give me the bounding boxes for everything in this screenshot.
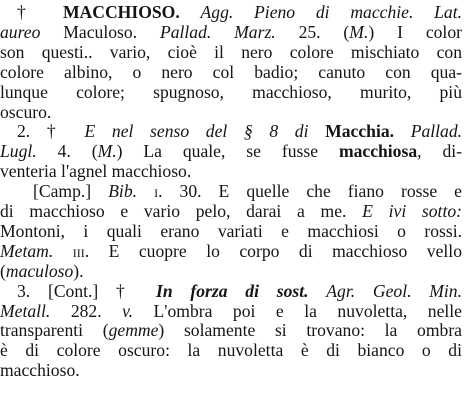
text-segment <box>53 241 72 261</box>
text-segment: [Camp.] <box>33 181 109 202</box>
text-segment: Pallad. Marz. <box>159 21 276 42</box>
text-line <box>0 242 462 262</box>
text-segment: Macchia. <box>325 121 395 142</box>
text-line <box>17 122 462 142</box>
text-line <box>0 262 462 282</box>
text-segment <box>309 121 326 141</box>
text-segment: 4. ( <box>36 141 98 162</box>
text-segment: ) solamente si trovano: la ombra <box>158 320 462 341</box>
text-segment: lunque colore; spugnoso, macchioso, murito, più <box>0 81 462 102</box>
text-line <box>0 83 462 103</box>
text-line <box>0 202 462 222</box>
text-segment <box>394 121 411 141</box>
text-line <box>0 341 462 361</box>
text-line <box>0 222 462 242</box>
text-segment: † <box>17 2 63 22</box>
text-segment: ). <box>73 260 84 281</box>
text-segment: E nel senso del § 8 di <box>84 121 309 142</box>
text-segment: macchiosa <box>338 141 418 162</box>
text-segment: E cuopre lo corpo di macchioso vello <box>89 240 462 261</box>
text-segment: ) La quale, se fusse <box>116 141 339 162</box>
text-segment: MACCHIOSO. <box>62 2 180 22</box>
text-segment <box>137 181 154 201</box>
text-segment: Montoni, i quali erano variati e macchiosi o rossi. <box>0 220 462 241</box>
text-segment: 3. [Cont.] † <box>17 280 156 301</box>
text-segment: colore albino, o nero col badio; canuto con qua- <box>0 61 462 82</box>
text-segment: In forza di sost. <box>155 280 309 301</box>
text-segment: Pallad. <box>410 121 463 142</box>
text-segment: Bib. <box>108 181 138 202</box>
text-line <box>0 162 462 182</box>
text-line <box>0 321 462 341</box>
text-segment: ( <box>0 260 6 281</box>
text-segment: M. <box>97 141 117 162</box>
text-segment: Maculoso. <box>40 21 160 42</box>
text-segment: Metall. <box>0 300 51 321</box>
text-segment: M. <box>349 21 369 42</box>
text-segment: è di colore oscuro: la nuvoletta è di bianco o di <box>0 340 462 361</box>
text-segment: Agg. Pieno di macchie. Lat. <box>200 2 462 22</box>
text-line <box>0 23 462 43</box>
text-line <box>0 103 462 123</box>
text-segment: E ivi sotto: <box>362 201 462 221</box>
text-segment: transparenti ( <box>0 320 109 341</box>
text-segment: Lugl. <box>0 141 37 162</box>
text-segment: aureo <box>0 21 41 42</box>
text-segment: son questi.. vario, cioè il nero colore mischiato con <box>0 41 462 62</box>
text-segment: 30. E quelle che fiano rosse e <box>162 181 462 202</box>
text-segment: gemme <box>108 320 159 341</box>
text-line <box>0 361 462 381</box>
text-segment: i. <box>154 181 163 202</box>
text-line <box>0 63 462 83</box>
text-line <box>0 302 462 322</box>
text-segment: maculoso <box>5 260 74 281</box>
text-segment: venteria l'agnel macchioso. <box>0 161 192 182</box>
text-line <box>17 3 462 23</box>
text-segment: Metam. <box>0 240 54 261</box>
text-segment <box>309 281 327 301</box>
text-segment: 25. ( <box>275 21 350 42</box>
text-line <box>33 182 462 202</box>
text-segment: ) I color <box>368 21 462 42</box>
text-segment: 2. † <box>17 121 85 142</box>
text-segment: di macchioso e vario pelo, darai a me. <box>0 201 363 221</box>
text-line <box>17 282 462 302</box>
text-segment: macchioso. <box>0 360 80 381</box>
text-segment: 282. <box>50 300 123 321</box>
text-segment <box>180 2 201 22</box>
text-line <box>0 43 462 63</box>
text-segment: , di- <box>417 141 462 162</box>
text-segment: Agr. Geol. Min. <box>326 280 462 301</box>
text-segment: L'ombra poi e la nuvoletta, nelle <box>133 300 462 321</box>
text-segment: iii. <box>72 240 90 261</box>
text-segment: oscuro. <box>0 101 52 122</box>
text-line <box>0 142 462 162</box>
text-segment: v. <box>122 300 134 321</box>
